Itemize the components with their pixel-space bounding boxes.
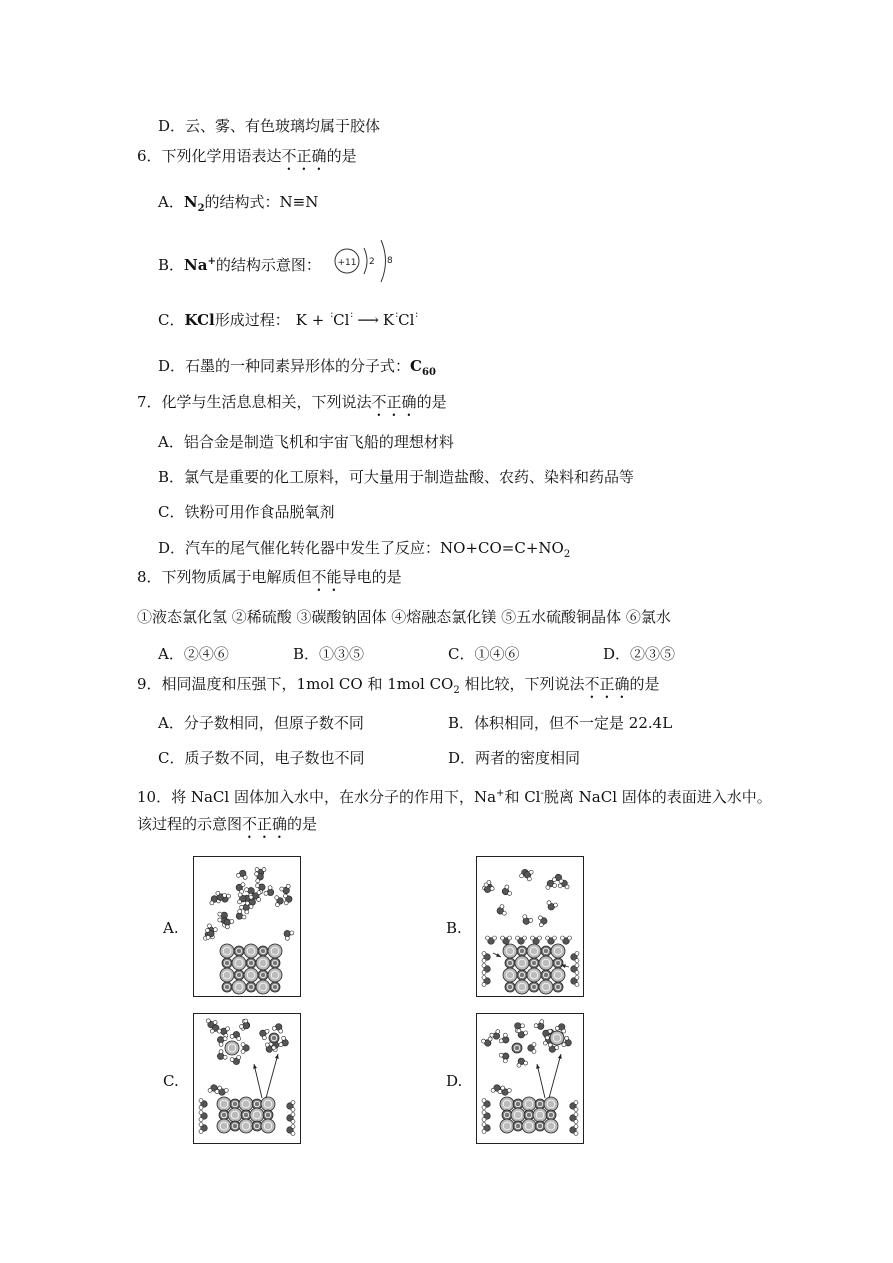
sodium-ion [512, 1043, 522, 1053]
chloride-ion [551, 944, 565, 958]
water-molecule [281, 927, 294, 941]
q10-label-a: A. [163, 919, 179, 937]
sodium-ion [502, 1110, 512, 1120]
q8-option-a: A．②④⑥ [158, 645, 229, 663]
q7-stem: 7．化学与生活息息相关，下列说法不正确的是 [137, 393, 447, 411]
chloride-ion [217, 1119, 231, 1133]
water-molecule [515, 1056, 528, 1067]
chloride-ion [261, 1119, 275, 1133]
sodium-ion [517, 946, 527, 956]
q6-emphasis: 不正确 [281, 147, 327, 165]
water-molecule [545, 900, 558, 912]
sodium-ion [263, 1110, 273, 1120]
sodium-ion [535, 1121, 545, 1131]
chloride-ion [515, 980, 529, 994]
chloride-ion [544, 1119, 558, 1133]
water-molecule [199, 1123, 207, 1134]
water-molecule [571, 952, 579, 963]
sodium-ion [541, 946, 551, 956]
water-molecule [482, 1111, 490, 1122]
chloride-ion [522, 1119, 536, 1133]
q10-figure-d [476, 1013, 584, 1144]
sodium-ion [269, 1033, 279, 1043]
q5-option-d: D．云、雾、有色玻璃均属于胶体 [158, 117, 381, 135]
reaction-arrow: ⟶ [357, 311, 379, 329]
chloride-ion [550, 1031, 564, 1045]
chloride-ion [228, 1108, 242, 1122]
water-molecule [482, 1123, 490, 1134]
chloride-ion [232, 956, 246, 970]
sodium-ion [252, 1121, 262, 1131]
chloride-ion [220, 968, 234, 982]
water-molecule [236, 869, 249, 880]
chloride-ion [220, 944, 234, 958]
water-molecule [287, 1113, 295, 1124]
q8-stem: 8．下列物质属于电解质但不能导电的是 [137, 568, 402, 586]
q6-option-c: C．KCl形成过程： K + Cl : : ⟶ K Cl : : [158, 309, 419, 329]
sodium-ion [535, 1099, 545, 1109]
q8-option-d: D．②③⑤ [603, 645, 676, 663]
water-molecule [498, 1032, 511, 1046]
q9-option-c: C．质子数不同，电子数也不同 [158, 749, 365, 767]
chloride-ion [256, 956, 270, 970]
q10-figure-b [476, 856, 584, 997]
water-molecule [235, 881, 245, 893]
shell2-label: 8 [387, 256, 393, 266]
water-molecule [570, 1101, 578, 1112]
arrow-line [537, 1064, 545, 1098]
water-molecule [531, 936, 542, 944]
sodium-ion [541, 970, 551, 980]
chloride-ion [503, 968, 517, 982]
sodium-ion [258, 970, 268, 980]
chloride-ion [539, 980, 553, 994]
sodium-ion [529, 958, 539, 968]
chloride-ion [527, 944, 541, 958]
water-molecule [258, 1027, 270, 1040]
q7-option-b: B．氯气是重要的化工原料，可大量用于制造盐酸、农药、染料和药品等 [158, 468, 635, 486]
water-molecule [495, 904, 506, 917]
water-molecule [570, 1125, 578, 1136]
chloride-ion [232, 980, 246, 994]
q7-option-d: D．汽车的尾气催化转化器中发生了反应：$NO+CO=C+NO_2$ [158, 539, 571, 560]
q9-option-d: D．两者的密度相同 [448, 749, 581, 767]
q10-figure-c [193, 1013, 301, 1144]
water-molecule [498, 1050, 511, 1064]
water-molecule [552, 873, 565, 884]
water-molecule [283, 893, 292, 905]
q8-items: ①液态氯化氢 ②稀硫酸 ③碳酸钠固体 ④熔融态氯化镁 ⑤五水硫酸铜晶体 ⑥氯水 [137, 608, 671, 626]
chloride-ion [250, 1108, 264, 1122]
water-molecule [199, 1111, 207, 1122]
sodium-ion [252, 1099, 262, 1109]
sodium-ion [241, 1110, 251, 1120]
sodium-ion [219, 1110, 229, 1120]
q6-stem: 6．下列化学用语表达不正确的是 [137, 147, 357, 165]
q6-option-a: A．$N_2$的结构式：N≡N [158, 193, 319, 214]
chloride-ion [217, 1097, 231, 1111]
water-molecule [481, 1036, 494, 1047]
chloride-ion [527, 968, 541, 982]
water-molecule [520, 914, 534, 927]
chloride-ion [239, 1119, 253, 1133]
water-molecule [546, 936, 557, 944]
q8-option-c: C．①④⑥ [448, 645, 520, 663]
sodium-ion [524, 1110, 534, 1120]
chloride-ion [268, 968, 282, 982]
chloride-ion [511, 1108, 525, 1122]
sodium-ion [270, 982, 280, 992]
sodium-ion [234, 970, 244, 980]
water-molecule [199, 1099, 207, 1110]
chloride-ion [225, 1041, 239, 1055]
arrow-line [549, 1054, 561, 1098]
sodium-ion [270, 958, 280, 968]
sodium-ion [246, 958, 256, 968]
q10-stem-line2: 该过程的示意图不正确的是 [137, 815, 318, 833]
water-molecule [482, 952, 490, 963]
water-molecule [515, 1028, 528, 1039]
q6-option-d: D．石墨的一种同素异形体的分子式：$C_{60}$ [158, 357, 436, 378]
sodium-ion [513, 1099, 523, 1109]
chloride-ion [268, 944, 282, 958]
cl-electron-dot: Cl : : [330, 309, 354, 329]
water-molecule [230, 1055, 243, 1066]
sodium-ion [553, 982, 563, 992]
water-molecule [275, 895, 284, 907]
q10-label-d: D. [446, 1072, 463, 1090]
water-molecule [272, 1022, 285, 1034]
sodium-ion [222, 982, 232, 992]
sodium-ion [513, 1121, 523, 1131]
water-molecule [278, 1036, 290, 1049]
water-molecule [279, 884, 292, 896]
chloride-ion [261, 1097, 275, 1111]
water-molecule [538, 915, 548, 927]
water-molecule [501, 936, 512, 944]
water-molecule [482, 1099, 490, 1110]
na-ion-structure-diagram [330, 236, 400, 286]
water-molecule [482, 976, 490, 987]
water-molecule [241, 1043, 249, 1054]
water-molecule [287, 1101, 295, 1112]
water-molecule [482, 964, 490, 975]
q8-option-b: B．①③⑤ [293, 645, 365, 663]
sodium-ion [505, 982, 515, 992]
q10-label-b: B. [446, 919, 462, 937]
shell1-label: 2 [369, 257, 375, 267]
chloride-ion [515, 956, 529, 970]
q7-option-a: A．铝合金是制造飞机和宇宙飞船的理想材料 [158, 433, 454, 451]
water-molecule [571, 976, 579, 987]
chloride-ion [522, 1097, 536, 1111]
chloride-ion [551, 968, 565, 982]
chloride-ion [500, 1097, 514, 1111]
chloride-ion [239, 1097, 253, 1111]
sodium-ion [517, 970, 527, 980]
q9-option-b: B．体积相同，但不一定是 22.4L [448, 714, 673, 732]
q10-figure-a [193, 856, 301, 997]
chloride-ion [533, 1108, 547, 1122]
chloride-ion [256, 980, 270, 994]
sodium-ion [230, 1099, 240, 1109]
water-molecule [486, 936, 497, 944]
q9-stem: 9．相同温度和压强下，1mol CO 和 1mol $CO_2$ 相比较，下列说法不正确的是 [137, 675, 660, 696]
chloride-ion [500, 1119, 514, 1133]
water-molecule [287, 1125, 295, 1136]
q10-stem-line1: 10．将 NaCl 固体加入水中，在水分子的作用下，Na+和 Cl-脱离 NaCl 固体的表面进入水中。 [137, 788, 772, 806]
water-molecule [561, 936, 572, 944]
sodium-ion [553, 958, 563, 968]
chloride-ion [244, 944, 258, 958]
chloride-ion [503, 944, 517, 958]
water-molecule [516, 936, 527, 944]
chloride-ion [244, 968, 258, 982]
water-molecule [230, 1030, 243, 1041]
water-molecule [528, 1043, 536, 1054]
q10-label-c: C. [163, 1072, 179, 1090]
sodium-ion [230, 1121, 240, 1131]
nucleus-label: +11 [337, 258, 357, 268]
water-molecule [570, 1113, 578, 1124]
sodium-ion [546, 1110, 556, 1120]
water-molecule [571, 964, 579, 975]
chloride-ion [539, 956, 553, 970]
sodium-ion [529, 982, 539, 992]
q9-option-a: A．分子数相同，但原子数不同 [158, 714, 364, 732]
chloride-ion [544, 1097, 558, 1111]
water-molecule [500, 884, 512, 897]
arrow-line [266, 1054, 278, 1098]
sodium-ion [505, 958, 515, 968]
sodium-ion [246, 982, 256, 992]
q7-option-c: C．铁粉可用作食品脱氧剂 [158, 503, 335, 521]
sodium-ion [258, 946, 268, 956]
q6-option-b: B．Na+的结构示意图： [158, 256, 321, 274]
arrow-line [254, 1064, 262, 1098]
sodium-ion [222, 958, 232, 968]
sodium-ion [234, 946, 244, 956]
